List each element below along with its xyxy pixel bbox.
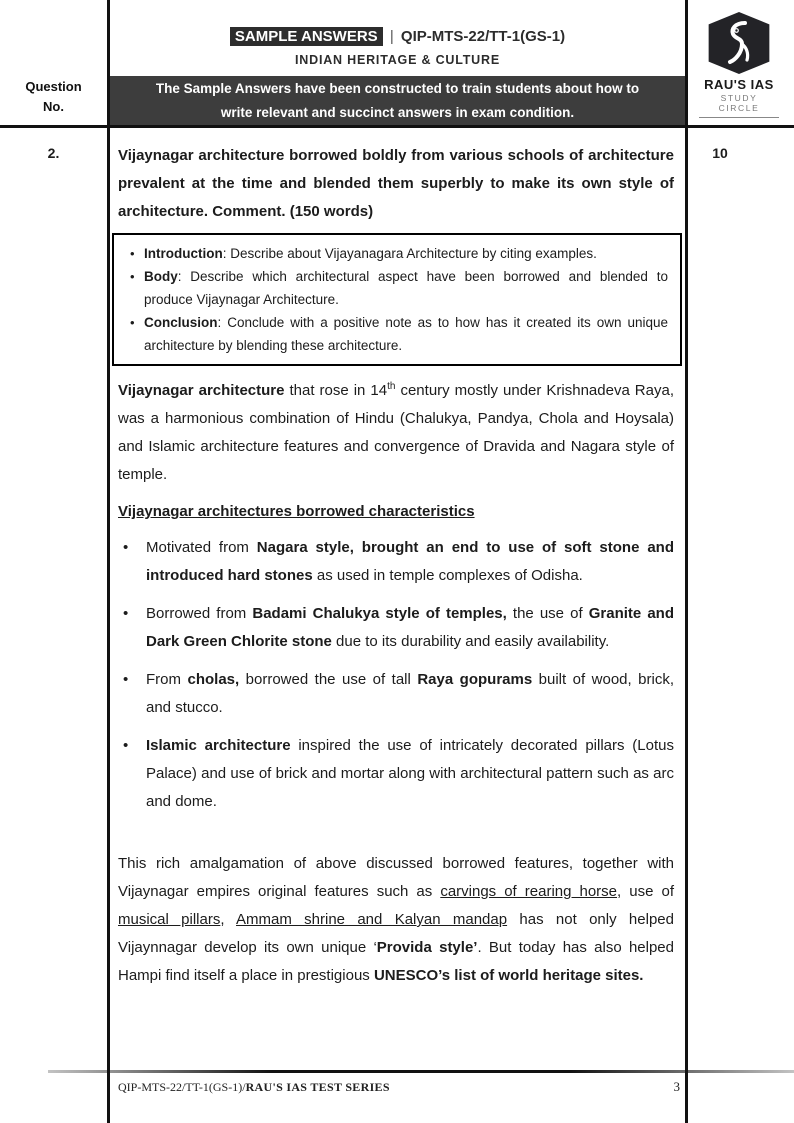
left-column-divider [107,0,110,1123]
approach-list [122,242,668,357]
question-no-header-line1: Question [25,79,82,94]
answer-bullet-list [118,534,674,826]
logo-hexagon-badge [706,12,772,74]
footer-series-name: RAU'S IAS TEST SERIES [245,1080,390,1094]
question-number: 2. [47,145,60,161]
approach-item-body: • Body: Describe which architectural aspect have been borrowed and blended to produce Vijaynagar Architecture. [122,265,668,311]
question-no-column-header [0,77,107,117]
page-title [110,28,685,45]
footer-reference [118,1080,568,1095]
logo-subtitle: STUDY CIRCLE [718,93,760,113]
calligraphic-mark-icon [720,20,758,66]
logo-title: RAU'S IAS [704,77,774,92]
header-row-divider [0,125,794,128]
marks-value: 10 [712,145,728,161]
subject-title: INDIAN HERITAGE & CULTURE [295,53,500,67]
answer-intro-paragraph: Vijaynagar architecture that rose in 14th century mostly under Krishnadeva Raya, was a harmonious combination of Hindu (Chalukya, Pandya, Chola and Hoysala) and Islamic architecture features and convergence of Dravida and Nagara style of temple. [118,381,674,483]
footer-divider [48,1070,794,1073]
answer-bullet-islamic: • Islamic architecture inspired the use of intricately decorated pillars (Lotus Palace) and use of brick and mortar along with architectural pattern such as arc and dome. [118,732,674,816]
paper-code: QIP-MTS-22/TT-1(GS-1) [400,28,566,45]
instruction-banner [110,76,685,125]
footer-slash: / [242,1080,246,1094]
raus-ias-logo [699,12,779,118]
answer-bullet-cholas: • From cholas, borrowed the use of tall Raya gopurams built of wood, brick, and stucco. [118,666,674,722]
page-number: 3 [673,1079,680,1094]
approach-item-introduction: • Introduction: Describe about Vijayanagara Architecture by citing examples. [122,242,668,265]
answer-approach-box [112,233,682,366]
banner-line1: The Sample Answers have been constructed to train students about how to [155,80,640,96]
approach-item-conclusion: • Conclusion: Conclude with a positive note as to how has it created its own unique architecture by blending these architecture. [122,311,668,357]
question-text: Vijaynagar architecture borrowed boldly from various schools of architecture prevalent at the time and blended them superbly to make its own style of architecture. Comment. (150 words) [118,147,674,220]
sample-answers-highlight: SAMPLE ANSWERS [230,27,383,46]
right-column-divider [685,0,688,1123]
question-no-header-line2: No. [43,99,64,114]
title-separator: | [389,28,394,45]
answer-bullet-chalukya: • Borrowed from Badami Chalukya style of temples, the use of Granite and Dark Green Chlorite stone due to its durability and easily availability. [118,600,674,656]
footer-paper-code: QIP-MTS-22/TT-1(GS-1) [118,1080,243,1094]
answer-section-heading: Vijaynagar architectures borrowed characteristics [118,503,475,520]
banner-line2: write relevant and succinct answers in exam condition. [220,104,575,120]
answer-bullet-nagara: • Motivated from Nagara style, brought an end to use of soft stone and introduced hard stones as used in temple complexes of Odisha. [118,534,674,590]
answer-conclusion-paragraph: This rich amalgamation of above discussed borrowed features, together with Vijaynagar empires original features such as carvings of rearing horse, use of musical pillars, Ammam shrine and Kalyan mandap has not only helped Vijaynnagar develop its own unique ‘Provida style’. But today has also helped Hampi find itself a place in prestigious UNESCO’s list of world heritage sites. [118,855,674,984]
